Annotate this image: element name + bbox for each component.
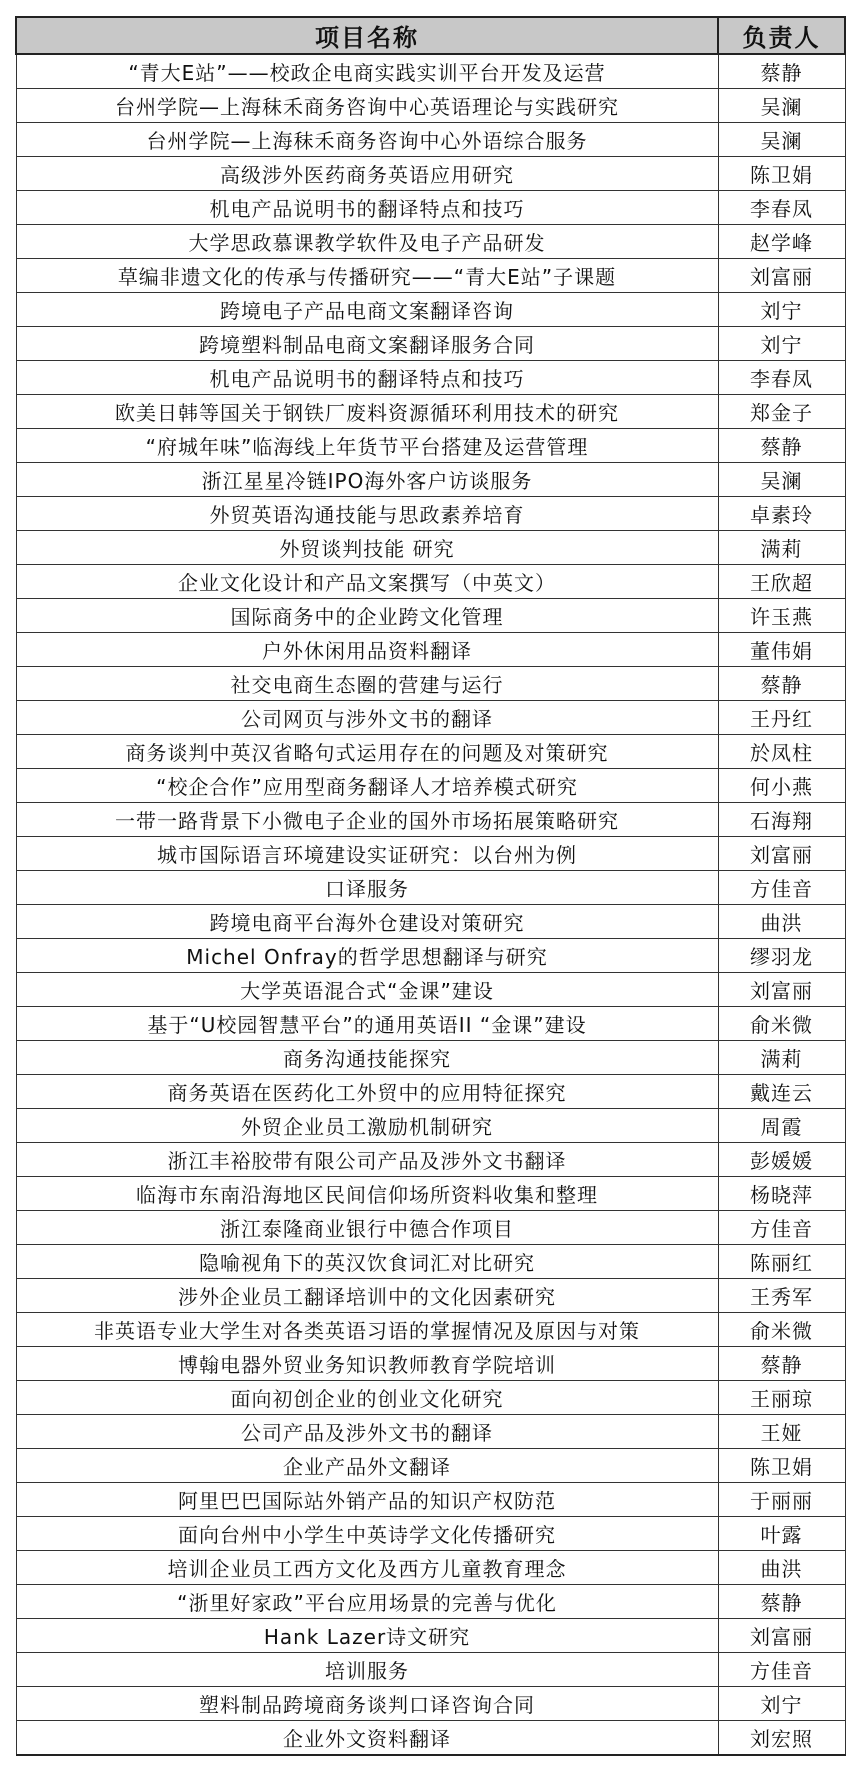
project-name-cell: 大学思政慕课教学软件及电子产品研发: [16, 225, 718, 259]
project-name-cell: 跨境电商平台海外仓建设对策研究: [16, 905, 718, 939]
header-owner: 负责人: [718, 17, 845, 54]
table-row: [16, 259, 845, 293]
owner-cell: 赵学峰: [718, 225, 845, 259]
owner-cell: 王娅: [718, 1415, 845, 1449]
project-name-cell: 浙江泰隆商业银行中德合作项目: [16, 1211, 718, 1245]
owner-cell: 刘富丽: [718, 259, 845, 293]
project-name-cell: 欧美日韩等国关于钢铁厂废料资源循环利用技术的研究: [16, 395, 718, 429]
project-name-cell: 大学英语混合式“金课”建设: [16, 973, 718, 1007]
table-row: [16, 1279, 845, 1313]
table-row: [16, 361, 845, 395]
owner-cell: 刘富丽: [718, 837, 845, 871]
owner-cell: 王欣超: [718, 565, 845, 599]
project-name-cell: “校企合作”应用型商务翻译人才培养模式研究: [16, 769, 718, 803]
table-row: [16, 1347, 845, 1381]
project-name-cell: 台州学院—上海秣禾商务咨询中心外语综合服务: [16, 123, 718, 157]
project-name-cell: 阿里巴巴国际站外销产品的知识产权防范: [16, 1483, 718, 1517]
table-row: [16, 837, 845, 871]
table-row: [16, 54, 845, 89]
project-name-cell: 隐喻视角下的英汉饮食词汇对比研究: [16, 1245, 718, 1279]
table-row: [16, 157, 845, 191]
project-table: [15, 16, 846, 1756]
table-row: [16, 1619, 845, 1653]
project-name-cell: “青大E站”——校政企电商实践实训平台开发及运营: [16, 54, 718, 89]
project-name-cell: 博翰电器外贸业务知识教师教育学院培训: [16, 1347, 718, 1381]
project-name-cell: 高级涉外医药商务英语应用研究: [16, 157, 718, 191]
project-name-cell: 面向初创企业的创业文化研究: [16, 1381, 718, 1415]
owner-cell: 满莉: [718, 531, 845, 565]
project-name-cell: 机电产品说明书的翻译特点和技巧: [16, 361, 718, 395]
table-row: [16, 1177, 845, 1211]
table-row: [16, 1483, 845, 1517]
owner-cell: 於凤柱: [718, 735, 845, 769]
project-name-cell: 公司产品及涉外文书的翻译: [16, 1415, 718, 1449]
owner-cell: 满莉: [718, 1041, 845, 1075]
table-row: [16, 1415, 845, 1449]
project-name-cell: 公司网页与涉外文书的翻译: [16, 701, 718, 735]
table-row: [16, 769, 845, 803]
project-name-cell: 浙江星星冷链IPO海外客户访谈服务: [16, 463, 718, 497]
owner-cell: 吴澜: [718, 463, 845, 497]
owner-cell: 蔡静: [718, 54, 845, 89]
table-row: [16, 225, 845, 259]
project-name-cell: “浙里好家政”平台应用场景的完善与优化: [16, 1585, 718, 1619]
project-name-cell: 塑料制品跨境商务谈判口译咨询合同: [16, 1687, 718, 1721]
table-row: [16, 123, 845, 157]
owner-cell: 蔡静: [718, 1347, 845, 1381]
owner-cell: 李春凤: [718, 361, 845, 395]
project-name-cell: 机电产品说明书的翻译特点和技巧: [16, 191, 718, 225]
project-name-cell: Michel Onfray的哲学思想翻译与研究: [16, 939, 718, 973]
owner-cell: 蔡静: [718, 1585, 845, 1619]
table-row: [16, 871, 845, 905]
owner-cell: 周霞: [718, 1109, 845, 1143]
table-row: [16, 1313, 845, 1347]
project-name-cell: Hank Lazer诗文研究: [16, 1619, 718, 1653]
project-name-cell: 浙江丰裕胶带有限公司产品及涉外文书翻译: [16, 1143, 718, 1177]
header-row: [16, 17, 845, 54]
table-row: [16, 1007, 845, 1041]
owner-cell: 叶露: [718, 1517, 845, 1551]
project-name-cell: 一带一路背景下小微电子企业的国外市场拓展策略研究: [16, 803, 718, 837]
table-row: [16, 1245, 845, 1279]
table-row: [16, 89, 845, 123]
table-row: [16, 735, 845, 769]
owner-cell: 刘宁: [718, 293, 845, 327]
owner-cell: 方佳音: [718, 1211, 845, 1245]
owner-cell: 刘宁: [718, 327, 845, 361]
table-row: [16, 1687, 845, 1721]
table-row: [16, 565, 845, 599]
project-name-cell: 外贸企业员工激励机制研究: [16, 1109, 718, 1143]
owner-cell: 许玉燕: [718, 599, 845, 633]
project-name-cell: 企业文化设计和产品文案撰写（中英文）: [16, 565, 718, 599]
project-name-cell: 跨境电子产品电商文案翻译咨询: [16, 293, 718, 327]
owner-cell: 彭媛媛: [718, 1143, 845, 1177]
table-row: [16, 1381, 845, 1415]
table-row: [16, 667, 845, 701]
owner-cell: 方佳音: [718, 871, 845, 905]
table-row: [16, 973, 845, 1007]
table-row: [16, 1551, 845, 1585]
table-row: [16, 1109, 845, 1143]
project-name-cell: 临海市东南沿海地区民间信仰场所资料收集和整理: [16, 1177, 718, 1211]
table-row: [16, 531, 845, 565]
table-row: [16, 1653, 845, 1687]
owner-cell: 郑金子: [718, 395, 845, 429]
owner-cell: 石海翔: [718, 803, 845, 837]
project-name-cell: 基于“U校园智慧平台”的通用英语II “金课”建设: [16, 1007, 718, 1041]
owner-cell: 陈丽红: [718, 1245, 845, 1279]
table-row: [16, 1211, 845, 1245]
owner-cell: 卓素玲: [718, 497, 845, 531]
table-row: [16, 905, 845, 939]
project-name-cell: 商务谈判中英汉省略句式运用存在的问题及对策研究: [16, 735, 718, 769]
table-body: [16, 54, 845, 1755]
table-row: [16, 395, 845, 429]
project-name-cell: 跨境塑料制品电商文案翻译服务合同: [16, 327, 718, 361]
project-name-cell: 涉外企业员工翻译培训中的文化因素研究: [16, 1279, 718, 1313]
table-row: [16, 1517, 845, 1551]
owner-cell: 李春凤: [718, 191, 845, 225]
owner-cell: 蔡静: [718, 429, 845, 463]
owner-cell: 王丽琼: [718, 1381, 845, 1415]
owner-cell: 俞米微: [718, 1007, 845, 1041]
project-name-cell: 社交电商生态圈的营建与运行: [16, 667, 718, 701]
owner-cell: 戴连云: [718, 1075, 845, 1109]
project-name-cell: 外贸英语沟通技能与思政素养培育: [16, 497, 718, 531]
table-row: [16, 633, 845, 667]
project-name-cell: “府城年味”临海线上年货节平台搭建及运营管理: [16, 429, 718, 463]
owner-cell: 陈卫娟: [718, 157, 845, 191]
table-row: [16, 701, 845, 735]
table-row: [16, 497, 845, 531]
owner-cell: 刘宁: [718, 1687, 845, 1721]
owner-cell: 董伟娟: [718, 633, 845, 667]
table-row: [16, 1075, 845, 1109]
owner-cell: 蔡静: [718, 667, 845, 701]
project-name-cell: 口译服务: [16, 871, 718, 905]
owner-cell: 于丽丽: [718, 1483, 845, 1517]
owner-cell: 陈卫娟: [718, 1449, 845, 1483]
project-name-cell: 培训企业员工西方文化及西方儿童教育理念: [16, 1551, 718, 1585]
table-row: [16, 1449, 845, 1483]
owner-cell: 王秀军: [718, 1279, 845, 1313]
table-row: [16, 1721, 845, 1756]
project-name-cell: 外贸谈判技能 研究: [16, 531, 718, 565]
owner-cell: 俞米微: [718, 1313, 845, 1347]
table-row: [16, 463, 845, 497]
project-name-cell: 商务沟通技能探究: [16, 1041, 718, 1075]
table-row: [16, 327, 845, 361]
project-name-cell: 企业产品外文翻译: [16, 1449, 718, 1483]
project-name-cell: 草编非遗文化的传承与传播研究——“青大E站”子课题: [16, 259, 718, 293]
owner-cell: 王丹红: [718, 701, 845, 735]
table-row: [16, 939, 845, 973]
owner-cell: 何小燕: [718, 769, 845, 803]
owner-cell: 缪羽龙: [718, 939, 845, 973]
project-name-cell: 面向台州中小学生中英诗学文化传播研究: [16, 1517, 718, 1551]
project-name-cell: 台州学院—上海秣禾商务咨询中心英语理论与实践研究: [16, 89, 718, 123]
table-row: [16, 1041, 845, 1075]
owner-cell: 吴澜: [718, 123, 845, 157]
project-name-cell: 非英语专业大学生对各类英语习语的掌握情况及原因与对策: [16, 1313, 718, 1347]
table-row: [16, 599, 845, 633]
owner-cell: 刘富丽: [718, 973, 845, 1007]
owner-cell: 吴澜: [718, 89, 845, 123]
table-row: [16, 293, 845, 327]
header-project-name: 项目名称: [16, 17, 718, 54]
table-row: [16, 429, 845, 463]
owner-cell: 曲洪: [718, 1551, 845, 1585]
owner-cell: 杨晓萍: [718, 1177, 845, 1211]
table-row: [16, 1143, 845, 1177]
table-row: [16, 803, 845, 837]
project-name-cell: 国际商务中的企业跨文化管理: [16, 599, 718, 633]
project-name-cell: 城市国际语言环境建设实证研究：以台州为例: [16, 837, 718, 871]
project-name-cell: 企业外文资料翻译: [16, 1721, 718, 1756]
project-name-cell: 户外休闲用品资料翻译: [16, 633, 718, 667]
owner-cell: 刘富丽: [718, 1619, 845, 1653]
owner-cell: 方佳音: [718, 1653, 845, 1687]
owner-cell: 曲洪: [718, 905, 845, 939]
table-row: [16, 191, 845, 225]
table-row: [16, 1585, 845, 1619]
project-name-cell: 培训服务: [16, 1653, 718, 1687]
owner-cell: 刘宏照: [718, 1721, 845, 1756]
project-name-cell: 商务英语在医药化工外贸中的应用特征探究: [16, 1075, 718, 1109]
